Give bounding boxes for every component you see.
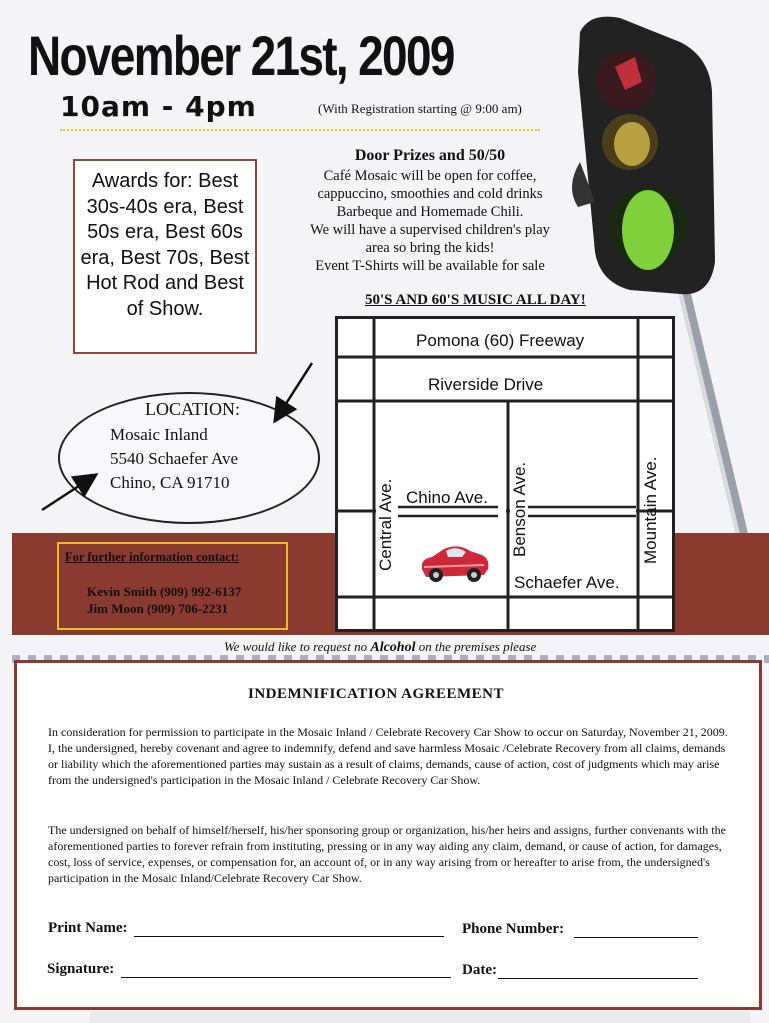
map-label-central: Central Ave. xyxy=(376,478,395,571)
bottom-edge xyxy=(90,1012,750,1023)
map-grid xyxy=(338,319,672,629)
map-label-schaefer: Schaefer Ave. xyxy=(514,573,620,592)
prizes-line: Barbeque and Homemade Chili. xyxy=(336,204,524,220)
alcohol-note-text: on the premises please xyxy=(415,639,537,654)
location-address xyxy=(110,423,238,495)
map-label-riverside: Riverside Drive xyxy=(428,375,544,394)
agreement-title: INDEMNIFICATION AGREEMENT xyxy=(248,686,504,702)
prizes-line: area so bring the kids! xyxy=(365,240,495,256)
prizes-line: Event T-Shirts will be available for sale xyxy=(315,258,545,274)
prizes-line: Café Mosaic will be open for coffee, xyxy=(323,168,537,184)
contact-person: Kevin Smith (909) 992-6137 xyxy=(87,584,242,599)
prizes-section xyxy=(280,147,580,275)
alcohol-word: Alcohol xyxy=(370,640,416,655)
contact-title: For further information contact: xyxy=(65,550,240,564)
location-heading: LOCATION: xyxy=(145,399,240,419)
prizes-line: cappuccino, smoothies and cold drinks xyxy=(317,186,543,202)
agreement-paragraph-1: In consideration for permission to participate in the Mosaic Inland / Celebrate Recovery Car Show to occur on Saturday, November 21, 2009. I, the undersigned, hereby covenant and agree to indemnify, defend and save harmless Mosaic /Celebrate Recovery from all claims, demands or liability which the aforementioned parties may sustain as a result of claims, demands, cause of action, cost of judgments which may arise from the undersigned's participation in the Mosaic Inland / Celebrate Recovery Car Show. xyxy=(48,725,728,787)
location-line: 5540 Schaefer Ave xyxy=(110,449,239,468)
map-label-benson: Benson Ave. xyxy=(510,461,529,557)
prizes-heading: Door Prizes and 50/50 xyxy=(354,147,506,164)
date-field[interactable] xyxy=(498,978,698,979)
location-line: Mosaic Inland xyxy=(110,425,208,444)
map-label-mountain: Mountain Ave. xyxy=(641,456,660,564)
registration-note: (With Registration starting @ 9:00 am) xyxy=(318,101,522,116)
print-name-field[interactable] xyxy=(134,936,444,937)
red-car-icon xyxy=(418,539,490,587)
date-label: Date: xyxy=(462,962,497,978)
alcohol-note xyxy=(224,639,536,656)
contact-person: Jim Moon (909) 706-2231 xyxy=(87,601,229,616)
event-date-title: November 21st, 2009 xyxy=(28,24,454,87)
phone-number-field[interactable] xyxy=(574,937,698,938)
location-line: Chino, CA 91710 xyxy=(110,473,230,492)
contact-box xyxy=(57,542,288,630)
music-banner: 50'S AND 60'S MUSIC ALL DAY! xyxy=(365,292,586,308)
map-label-chino: Chino Ave. xyxy=(406,488,488,507)
map-label-freeway: Pomona (60) Freeway xyxy=(416,331,585,350)
dotted-divider xyxy=(60,129,540,131)
event-time: 10am - 4pm xyxy=(60,90,257,123)
agreement-paragraph-2: The undersigned on behalf of himself/herself, his/her sponsoring group or organization, his/her heirs and assigns, further convenants with the aforementioned parties to forever refrain from instituting, pressing or in any way aiding any claim, demand, or cause of action, for damages, cost, loss of service, expenses, or compensation for, an account of, or in any way arising from or hereafter to arise from, the undersigned's participation in the Mosaic Inland/Celebrate Recovery Car Show. xyxy=(48,823,726,885)
signature-label: Signature: xyxy=(47,961,115,977)
signature-field[interactable] xyxy=(121,977,451,978)
print-name-label: Print Name: xyxy=(48,920,128,936)
phone-number-label: Phone Number: xyxy=(462,921,565,937)
awards-box: Awards for: Best 30s-40s era, Best 50s era, Best 60s era, Best 70s, Best Hot Rod and Best of Show. xyxy=(73,159,257,354)
street-map xyxy=(335,316,675,632)
prizes-line: We will have a supervised children's play xyxy=(310,222,550,238)
alcohol-note-text: We would like to request no xyxy=(224,639,371,654)
